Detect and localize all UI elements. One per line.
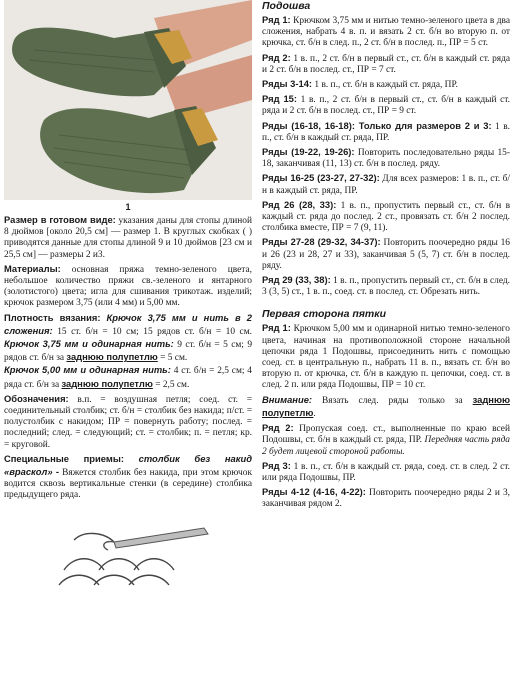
row-label: Ряд 26 (28, 33): (262, 198, 337, 210)
heel-row-2 (262, 422, 510, 458)
sole-row-15 (262, 93, 510, 117)
density-text-2: 9 ст. б/н = 5 см; 9 рядов ст. б/н за (4, 340, 253, 364)
row-label: Ряды 4-12 (4-16, 4-22): (262, 486, 366, 498)
sole-row-3-14 (262, 78, 510, 91)
row-text: 1 в. п., ст. б/н в каждый ст. ряда, ПР. (262, 121, 510, 143)
density-underline-2: заднюю полупетлю (61, 377, 153, 389)
hook-stitch-illustration (4, 510, 252, 600)
socks-illustration (4, 0, 252, 200)
density-text-1: 15 ст. б/н = 10 см; 15 рядов ст. б/н = 10 см. (52, 326, 252, 337)
special-label: Специальные приемы: (4, 452, 124, 464)
row-label: Ряды 16-25 (23-27, 27-32): (262, 172, 380, 184)
row-label: Ряды (19-22, 19-26): (262, 146, 355, 158)
note-text: Вязать след. ряды только за (312, 395, 473, 406)
sole-row-2 (262, 52, 510, 76)
heel-note (262, 394, 510, 420)
sole-heading: Подошва (262, 0, 311, 12)
row-text: Крючком 5,00 мм и одинарной нитью темно-зеленого цвета, начиная на противоположной стороне начальной цепочки ряда 1 Подошвы, присоединить нить с помощью соед. ст. в центральную п., набрать 11 в. п., вязать ст. б/н во вторую п. от крючка, ст. б/н в каждую п. цепочки, соед. ст. в след. 2 п. или ряда Подошвы, ПР = 10 ст. (262, 324, 510, 391)
materials-text: основная пряжа темно-зеленого цвета, небольшое количество пряжи св.-зеленого и янтарного (золотистого) цвета; игла для сшивания трикотаж. изделий; крючок размером 3,75 (или 4 мм) и 5,00 мм. (4, 264, 252, 309)
row-text: Пропуская соед. ст., выполненные по краю всей Подошвы, ст. б/н в каждый ст. ряда, ПР. (262, 424, 510, 446)
row-label: Ряд 15: (262, 93, 297, 105)
heel-heading: Первая сторона пятки (262, 308, 386, 321)
density-underline-1: заднюю полупетлю (66, 351, 158, 363)
row-label: Ряд 2: (262, 422, 294, 434)
row-italic-note: Передняя часть ряда 2 будет лицевой стороной работы. (262, 435, 510, 457)
row-label: Ряды (16-18, 16-18): Только для размеров 2 и 3: (262, 119, 492, 131)
row-text: Крючком 3,75 мм и нитью темно-зеленого цвета в два сложения, набрать 4 в. п. и вязать 2 ст. б/н во вторую п. от крючка, ст. б/н в след. п., 2 ст. б/н в послед. п., ПР = 5 ст. (262, 16, 510, 49)
heel-row-3 (262, 460, 510, 484)
note-label: Внимание: (262, 393, 313, 405)
sole-row-27-28 (262, 236, 510, 272)
sole-row-16-25 (262, 172, 510, 196)
row-label: Ряд 2: (262, 51, 291, 63)
row-label: Ряд 1: (262, 14, 291, 25)
density-hook-2: Крючок 3,75 мм и одинарная нить: (4, 338, 174, 350)
materials-paragraph (4, 263, 252, 310)
special-paragraph (4, 453, 252, 502)
abbreviations-label: Обозначения: (4, 392, 69, 404)
sole-row-1 (262, 14, 510, 50)
density-text-3: = 5 см. (157, 353, 188, 364)
heel-row-1 (262, 322, 510, 391)
density-hook-3: Крючок 5,00 мм и одинарная нить: (4, 364, 171, 376)
note-underline: заднюю полупетлю (262, 393, 510, 418)
row-label: Ряды 3-14: (262, 78, 313, 90)
sole-row-16-18 (262, 120, 510, 144)
size-paragraph (4, 214, 252, 261)
sole-row-19-22 (262, 146, 510, 170)
abbreviations-text: в.п. = воздушная петля; соед. ст. = соединительный столбик; ст. б/н = столбик без накида; п/ст. = полустолбик с накидом; ПР = повернуть работу; послед. = последний; след. = следующий; ст. = столбик; п. = петля; кр. = круговой. (4, 394, 252, 450)
size-text: указания даны для стопы длиной 8 дюймов [около 20,5 см] — размер 1. В круглых скобках ( ) приводятся данные для стопы длиной 9 и 10 дюймов [23 см и 25,5 см] — размеры 2 и3. (4, 216, 253, 260)
figure-number: 1 (125, 202, 131, 212)
heel-row-4-12 (262, 486, 510, 510)
row-label: Ряд 1: (262, 322, 291, 334)
materials-label: Материалы: (4, 262, 61, 274)
note-end: . (313, 408, 316, 419)
row-label: Ряд 29 (33, 38): (262, 274, 331, 286)
sole-row-26 (262, 199, 510, 235)
row-text: 1 в. п., ст. б/н в каждый ст. ряда, ПР. (312, 80, 458, 91)
density-paragraph (4, 312, 252, 391)
left-column (4, 0, 252, 600)
row-text: 1 в. п., 2 ст. б/н в первый ст., ст. б/н в каждый ст. ряда и 2 ст. б/н в послед. ст., ПР = 9 ст. (262, 95, 510, 117)
row-text: 1 в. п., пропустить первый ст., ст. б/н в след. 3 (3, 5) ст., 1 в. п., соед. ст. в послед. ст. Обрезать нить. (262, 276, 510, 298)
density-hook-1: Крючок 3,75 мм и нить в 2 сложения: (4, 311, 252, 336)
row-text: 1 в. п., 2 ст. б/н в первый ст., ст. б/н в каждый ст. ряда и 2 ст. б/н в послед. ст., ПР = 7 ст. (262, 53, 510, 75)
row-label: Ряд 3: (262, 459, 291, 471)
row-text: Повторить поочередно ряды 16 и 26 (23 и 28, 27 и 33), заканчивая 5 (5, 7) ст. б/н в послед. ряду. (262, 238, 510, 271)
row-label: Ряды 27-28 (29-32, 34-37): (262, 236, 381, 248)
stitch-diagram (4, 510, 252, 600)
right-column (262, 0, 510, 513)
row-text: 1 в. п., пропустить первый ст., ст. б/н в каждый ст. ряда до послед. 2 ст., провязать ст. б/н 2 послед. столбика вместе, ПР = 7 (9, 11). (262, 200, 510, 234)
size-label: Размер в готовом виде: (4, 214, 116, 225)
row-text: Повторить последовательно ряды 15-18, заканчивая (11, 13) ст. б/н в послед. ряду. (262, 148, 510, 170)
special-text: Вяжется столбик без накида, при этом крючок водится сквозь вертикальные стенки (в середине) столбика предыдущего ряда. (4, 468, 252, 501)
abbreviations-paragraph (4, 393, 252, 451)
sole-row-29 (262, 274, 510, 298)
special-name: столбик без накид «враскол» - (4, 452, 252, 478)
row-text: Для всех размеров: 1 в. п., ст. б/н в каждый ст. ряда, ПР. (262, 174, 511, 196)
row-text: Повторить поочередно ряды 2 и 3, заканчивая рядом 2. (262, 488, 511, 510)
row-text: 1 в. п., ст. б/н в каждый ст. ряда, соед. ст. в след. 2 ст. или ряда Подошвы, ПР. (262, 461, 510, 483)
density-label: Плотность вязания: (4, 311, 101, 323)
density-text-5: = 2,5 см. (152, 379, 190, 390)
density-text-4: 4 ст. б/н = 2,5 см; 4 ряда ст. б/н за (4, 366, 252, 390)
knitted-socks-photo (4, 0, 252, 200)
